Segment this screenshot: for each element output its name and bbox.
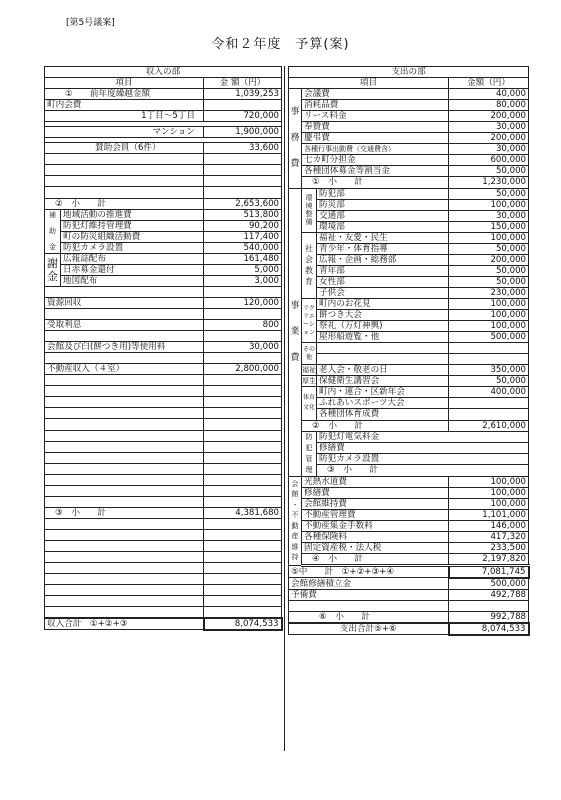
income-col-amount: 金 額（円） xyxy=(204,78,282,89)
amount: 350,000 xyxy=(449,365,529,376)
hall-item: 各種保険料 xyxy=(302,531,449,542)
income-subtotal-2: 小 計 xyxy=(71,198,106,209)
income-town-fee: 町内会費 xyxy=(45,100,204,111)
office-item: 会議費 xyxy=(302,89,449,100)
expense-total: 支出合計⑤+⑥ xyxy=(289,623,449,635)
env-item: 防犯部 xyxy=(317,188,449,199)
recreation-item: 餅つき大会 xyxy=(317,310,449,321)
office-subtotal: 小 計 xyxy=(328,177,363,188)
social-item: 広報・企画・総務部 xyxy=(317,254,449,265)
income-subtotal-3: 小 計 xyxy=(71,507,106,518)
amount: 161,480 xyxy=(204,253,282,264)
income-total: 収入合計 ①+②+③ xyxy=(45,618,204,630)
office-item: 奉贊費 xyxy=(302,122,449,133)
amount: 1,230,000 xyxy=(449,177,529,188)
expense-total-amount: 8,074,533 xyxy=(449,623,529,635)
welfare-item: 老人会・敬老の日 xyxy=(317,365,449,376)
social-item: 青年部 xyxy=(317,265,449,276)
health-item: 保健衛生講習会 xyxy=(317,376,449,387)
hall-item: 会館維持費 xyxy=(302,498,449,509)
amount: 30,000 xyxy=(449,144,529,155)
income-total-amount: 8,074,533 xyxy=(204,618,282,630)
amount: 50,000 xyxy=(449,376,529,387)
social-item: 青少年・体育指導 xyxy=(317,243,449,254)
hall-item: 固定資産税・法人税 xyxy=(302,542,449,553)
env-item: 防災部 xyxy=(317,199,449,210)
amount: 50,000 xyxy=(449,265,529,276)
hall-item: 修繕費 xyxy=(302,487,449,498)
culture-label: 体育 文化 xyxy=(302,387,317,420)
other-label: その 他 xyxy=(302,343,317,365)
amount: 100,000 xyxy=(449,498,529,509)
social-edu-label: 社 会 教 育 xyxy=(302,232,317,298)
amount: 100,000 xyxy=(449,487,529,498)
health-label: 厚生 xyxy=(302,377,316,386)
row-number: ③ xyxy=(327,465,335,476)
business-subtotal: 小 計 xyxy=(328,420,363,431)
income-row-prev xyxy=(45,89,282,100)
amount: 2,800,000 xyxy=(204,364,282,375)
amount: 80,000 xyxy=(449,100,529,111)
amount: 117,400 xyxy=(204,231,282,242)
thanks-label: 謝 金 xyxy=(45,253,61,286)
office-item: 各種団体募金等割当金 xyxy=(302,166,449,177)
amount: 100,000 xyxy=(449,199,529,210)
welfare-label: 福祉 xyxy=(302,366,316,375)
business-label: 事 業 費 xyxy=(289,188,302,476)
amount: 146,000 xyxy=(449,520,529,531)
amount: 1,101,000 xyxy=(449,509,529,520)
culture-item: 各種団体育成費 xyxy=(317,409,449,420)
row-number: ④ xyxy=(312,553,320,564)
crime-item: 防犯カメラ設置 xyxy=(317,454,529,465)
midtotal-amount: 7,081,745 xyxy=(449,565,529,578)
social-item: 福祉・友愛・民生 xyxy=(317,232,449,243)
thanks-item: 広報誌配布 xyxy=(61,253,204,264)
grant-item: 防犯灯維持管理費 xyxy=(61,220,204,231)
amount: 50,000 xyxy=(449,188,529,199)
amount: 200,000 xyxy=(449,133,529,144)
amount: 230,000 xyxy=(449,287,529,298)
amount: 200,000 xyxy=(449,254,529,265)
amount: 100,000 xyxy=(449,476,529,487)
page-title: 令和２年度 予算(案) xyxy=(211,37,350,52)
amount: 233,500 xyxy=(449,542,529,553)
grant-label: 補 助 金 xyxy=(45,209,61,253)
hall-item: 不動産集金手数料 xyxy=(302,520,449,531)
recreation-item: 屋形船遊覧・他 xyxy=(317,332,449,343)
office-label: 事 務 費 xyxy=(289,89,302,188)
amount: 500,000 xyxy=(449,578,529,590)
income-table xyxy=(44,66,283,631)
expense-col-item: 項目 xyxy=(289,78,449,89)
amount: 30,000 xyxy=(204,342,282,353)
recreation-label: リク リエ ーシ ョン xyxy=(302,298,317,342)
amount: 3,000 xyxy=(204,275,282,286)
row-number: ① xyxy=(65,89,73,100)
amount: 992,788 xyxy=(449,611,529,623)
grant-item: 地域活動の推進費 xyxy=(61,209,204,220)
office-item: リース料金 xyxy=(302,111,449,122)
amount: 2,197,820 xyxy=(449,553,529,565)
amount: 50,000 xyxy=(449,276,529,287)
thanks-item: 地図配布 xyxy=(61,275,204,286)
crime-item: 防犯灯電気料金 xyxy=(317,431,529,442)
amount: 2,610,000 xyxy=(449,420,529,431)
crime-item: 修繕費 xyxy=(317,442,529,453)
hall-subtotal: 小 計 xyxy=(328,553,363,564)
amount: 720,000 xyxy=(204,111,282,122)
amount: 600,000 xyxy=(449,155,529,166)
thanks-item: 日赤募金還付 xyxy=(61,264,204,275)
amount: 800 xyxy=(204,320,282,331)
column-divider xyxy=(284,66,285,751)
amount: 5,000 xyxy=(204,264,282,275)
expense-table xyxy=(288,66,529,636)
amount: 400,000 xyxy=(449,387,529,398)
income-chome: 1丁目～5丁目 xyxy=(45,111,204,122)
amount: 492,788 xyxy=(449,589,529,600)
amount: 150,000 xyxy=(449,221,529,232)
amount: 90,200 xyxy=(204,220,282,231)
expense-col-amount: 金額（円） xyxy=(449,78,529,89)
row-label: 前年度繰越金額 xyxy=(89,89,151,100)
expense-title: 支出の部 xyxy=(289,67,529,78)
row-number: ⑥ xyxy=(319,611,327,622)
grant-item: 町の防災組織活動費 xyxy=(61,231,204,242)
expense-midtotal: ⑤中 計 ①+②+③+④ xyxy=(289,565,449,578)
crime-subtotal: 小 計 xyxy=(343,465,378,476)
recreation-item: 町内のお花見 xyxy=(317,298,449,309)
income-recycle: 資源回収 xyxy=(45,297,204,308)
amount: 100,000 xyxy=(449,232,529,243)
income-hall: 会館及び臼(餅つき用)等使用料 xyxy=(45,342,204,353)
row-number: ② xyxy=(312,420,320,431)
income-col-item: 項目 xyxy=(45,78,204,89)
expense-contingency: 予備費 xyxy=(289,589,449,600)
hall-item: 光熱水道費 xyxy=(302,476,449,487)
amount: 417,320 xyxy=(449,531,529,542)
office-item: 消耗品費 xyxy=(302,100,449,111)
culture-item: ふれあいスポーツ大会 xyxy=(317,398,449,409)
amount: 30,000 xyxy=(449,210,529,221)
amount: 200,000 xyxy=(449,111,529,122)
culture-item: 町内・連合・区新年会 xyxy=(317,387,449,398)
row-number: ② xyxy=(55,198,63,209)
income-rent: 不動産収入（４室） xyxy=(45,364,204,375)
social-item: 女性部 xyxy=(317,276,449,287)
amount: 513,800 xyxy=(204,209,282,220)
amount: 50,000 xyxy=(449,243,529,254)
expense-reserve: 会館修繕積立金 xyxy=(289,578,449,590)
amount: 1,039,253 xyxy=(204,89,282,100)
amount: 540,000 xyxy=(204,242,282,253)
env-item: 交通部 xyxy=(317,210,449,221)
amount: 100,000 xyxy=(449,321,529,332)
amount: 40,000 xyxy=(449,89,529,100)
row-number: ③ xyxy=(55,507,63,518)
agenda-tag: [第5号議案] xyxy=(66,18,115,28)
income-interest: 受取利息 xyxy=(45,320,204,331)
crime-label: 防 犯 管 理 xyxy=(302,431,317,476)
hall-item: 不動産管理費 xyxy=(302,509,449,520)
env-item: 環境部 xyxy=(317,221,449,232)
social-item: 子供会 xyxy=(317,287,449,298)
office-item: 慶弔費 xyxy=(302,133,449,144)
recreation-item: 祭礼（万灯神輿) xyxy=(317,321,449,332)
office-item: 各種行事出動費（交通費含） xyxy=(302,144,449,155)
income-support: 賛助会員（6件） xyxy=(45,143,204,154)
amount: 1,900,000 xyxy=(204,127,282,138)
amount: 100,000 xyxy=(449,298,529,309)
amount: 30,000 xyxy=(449,122,529,133)
hall-label: 会 館 ・ 不 動 産 維 持 xyxy=(289,476,302,565)
amount: 500,000 xyxy=(449,332,529,343)
amount: 4,381,680 xyxy=(204,507,282,518)
env-label: 環 境 整 備 xyxy=(302,188,317,232)
income-mansion: マンション xyxy=(45,127,204,138)
amount: 120,000 xyxy=(204,297,282,308)
amount: 2,653,600 xyxy=(204,198,282,209)
amount: 100,000 xyxy=(449,310,529,321)
row-number: ① xyxy=(312,177,320,188)
income-title: 収入の部 xyxy=(45,67,282,78)
reserve-subtotal: 小 計 xyxy=(335,611,370,622)
amount: 50,000 xyxy=(449,166,529,177)
grant-item: 防犯カメラ設置 xyxy=(61,242,204,253)
amount: 33,600 xyxy=(204,143,282,154)
office-item: 七カ町分担金 xyxy=(302,155,449,166)
